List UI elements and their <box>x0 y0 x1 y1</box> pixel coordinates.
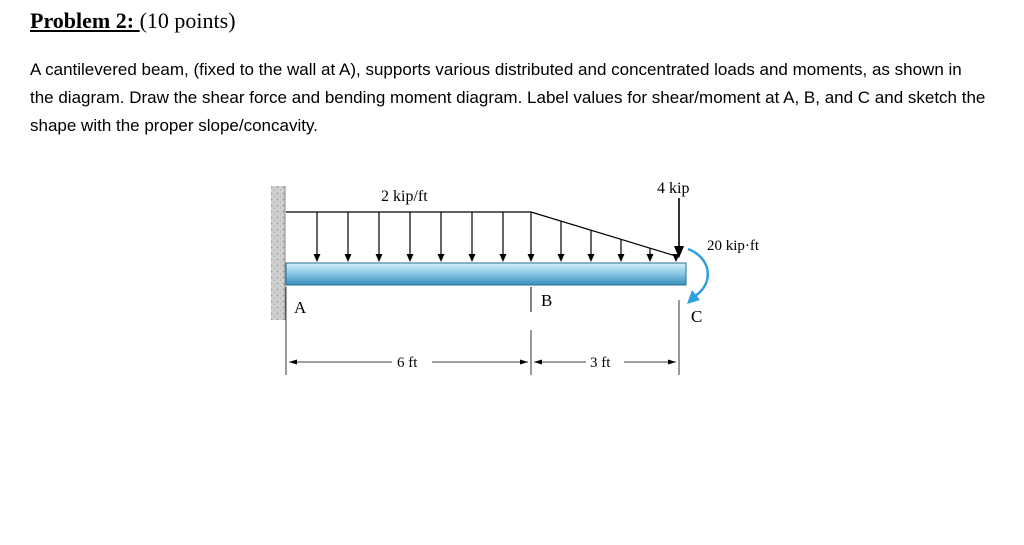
beam <box>286 263 686 285</box>
dimension-lines <box>289 360 676 365</box>
load-arrow-head <box>407 254 414 262</box>
dimension-ab-label: 6 ft <box>397 355 418 371</box>
load-arrow-head <box>647 254 654 262</box>
distributed-load <box>286 212 680 262</box>
load-arrow-head <box>618 254 625 262</box>
point-b-label: B <box>541 291 553 310</box>
point-c-label: C <box>691 307 703 326</box>
problem-statement: A cantilevered beam, (fixed to the wall at A), supports various distributed and concentrated loads and moments, as shown in the diagram. Draw the shear force and bending moment diagram. Label values for shear/moment at A, B, and C and sketch the shape with the proper slope/concavity. <box>30 60 986 135</box>
problem-number: Problem 2: <box>30 8 135 33</box>
load-arrow-head <box>558 254 565 262</box>
dimension-bc-label: 3 ft <box>590 355 611 371</box>
distributed-load-label: 2 kip/ft <box>381 188 428 205</box>
load-arrow-head <box>528 254 535 262</box>
moment-arrow <box>687 249 708 304</box>
problem-points: (10 points) <box>139 8 236 33</box>
moment-label: 20 kip·ft <box>707 238 760 254</box>
fixed-wall <box>271 186 285 320</box>
load-arrow-head <box>376 254 383 262</box>
load-arrow-head <box>345 254 352 262</box>
point-load-label: 4 kip <box>657 180 690 197</box>
load-arrow-head <box>588 254 595 262</box>
load-arrows <box>314 212 680 262</box>
load-arrow-head <box>469 254 476 262</box>
load-arrow-head <box>500 254 507 262</box>
point-load-arrow <box>674 198 684 258</box>
load-arrow-head <box>314 254 321 262</box>
point-a-label: A <box>294 298 307 317</box>
load-arrow-head <box>438 254 445 262</box>
